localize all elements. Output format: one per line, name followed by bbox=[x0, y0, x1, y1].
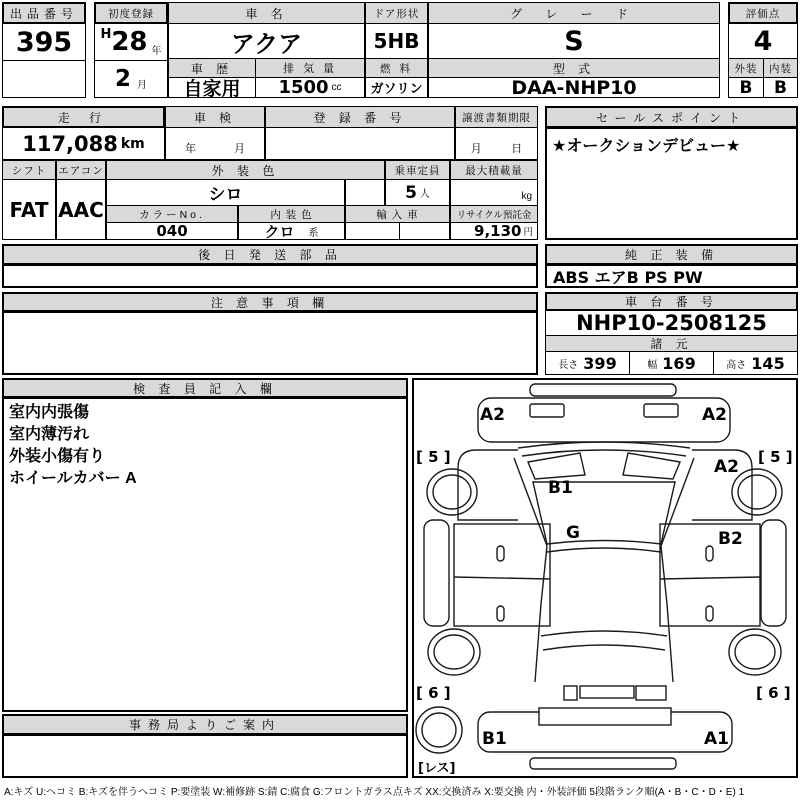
chassis-number-value: NHP10-2508125 bbox=[545, 310, 798, 336]
tire-label-5-right: [ 5 ] bbox=[758, 448, 793, 466]
office-notice-body bbox=[2, 734, 408, 778]
aircon-value: AAC bbox=[56, 179, 106, 240]
inspection-year-label: 年 bbox=[185, 143, 196, 155]
car-name-value: アクア bbox=[168, 23, 365, 59]
inspector-notes-body bbox=[2, 397, 408, 712]
genuine-equipment-cell bbox=[545, 264, 798, 288]
interior-color-header: 内 装 色 bbox=[238, 205, 345, 223]
spec-width-value: 169 bbox=[662, 353, 696, 373]
exterior-grade-header: 外装 bbox=[728, 58, 764, 78]
import-cell-b bbox=[399, 222, 450, 240]
capacity-cell bbox=[385, 179, 450, 206]
spec-height-cell bbox=[713, 351, 798, 375]
exterior-color-value: シロ bbox=[106, 179, 345, 206]
first-registration-year: 28 bbox=[111, 27, 148, 57]
rear-wheel-right bbox=[729, 629, 781, 675]
import-cell-a bbox=[345, 222, 400, 240]
color-number-value: 040 bbox=[106, 222, 238, 240]
recycle-deposit-cell bbox=[450, 222, 538, 240]
roof-front-arc bbox=[547, 548, 661, 552]
transfer-day-label: 日 bbox=[511, 143, 523, 155]
front-plate-bar bbox=[530, 384, 676, 396]
tail-light-right bbox=[636, 686, 666, 700]
sales-point-header: セールスポイント bbox=[545, 106, 798, 128]
front-wheel-right-inner bbox=[738, 475, 776, 509]
lot-number-header: 出品番号 bbox=[2, 2, 86, 24]
model-code-value: DAA-NHP10 bbox=[428, 77, 720, 98]
first-registration-year-cell bbox=[94, 23, 168, 61]
inspection-month-label: 月 bbox=[234, 143, 245, 155]
spare-label-less: [レス] bbox=[418, 761, 456, 776]
spec-length-label: 長さ bbox=[558, 359, 579, 371]
color-number-header: カラーNo. bbox=[106, 205, 238, 223]
chassis-number-header: 車 台 番 号 bbox=[545, 292, 798, 311]
damage-label-a1-rear-right: A1 bbox=[704, 729, 729, 749]
fuel-header: 燃 料 bbox=[365, 58, 428, 78]
transfer-month-label: 月 bbox=[470, 143, 482, 155]
shift-header: シフト bbox=[2, 160, 56, 180]
damage-label-g-roof: G bbox=[566, 523, 580, 543]
max-payload-cell bbox=[450, 179, 538, 206]
cowl-line-lower bbox=[522, 450, 686, 456]
spec-width-label: 幅 bbox=[647, 359, 658, 371]
inspection-cell bbox=[165, 127, 265, 160]
recycle-deposit-header: リサイクル預託金 bbox=[450, 205, 538, 223]
inspector-note-line: ホイールカバー A bbox=[9, 470, 137, 487]
registration-number-header: 登 録 番 号 bbox=[265, 106, 455, 128]
windshield-left bbox=[528, 453, 585, 479]
headlight-right bbox=[644, 404, 678, 417]
rear-plate-bar bbox=[530, 758, 676, 769]
rear-window-upper bbox=[541, 631, 667, 636]
lot-number-empty-cell bbox=[2, 60, 86, 98]
max-payload-unit: kg bbox=[521, 191, 532, 202]
a-pillar-left bbox=[514, 458, 547, 546]
front-wheel-left-inner bbox=[433, 475, 471, 509]
transfer-deadline-cell bbox=[455, 127, 538, 160]
max-payload-header: 最大積載量 bbox=[450, 160, 538, 180]
car-damage-diagram bbox=[412, 378, 798, 778]
front-bumper bbox=[478, 398, 730, 442]
capacity-value: 5 bbox=[405, 182, 417, 203]
tail-light-left bbox=[564, 686, 577, 700]
door-handle-right-rear bbox=[706, 606, 713, 621]
windshield-right bbox=[623, 453, 680, 479]
door-shape-header: ドア形状 bbox=[365, 2, 428, 24]
mileage-value: 117,088 bbox=[22, 131, 118, 156]
score-value: 4 bbox=[728, 23, 798, 59]
shift-value: FAT bbox=[2, 179, 56, 240]
headlight-left bbox=[530, 404, 564, 417]
rear-wheel-right-inner bbox=[735, 635, 775, 669]
spare-tire bbox=[416, 707, 462, 753]
door-handle-left-rear bbox=[497, 606, 504, 621]
fuel-value: ガソリン bbox=[365, 77, 428, 98]
side-strip-right bbox=[761, 520, 786, 626]
recycle-deposit-value: 9,130 bbox=[474, 222, 522, 240]
displacement-value: 1500 bbox=[278, 77, 329, 98]
capacity-header: 乗車定員 bbox=[385, 160, 450, 180]
car-name-header: 車 名 bbox=[168, 2, 365, 24]
score-header: 評価点 bbox=[728, 2, 798, 24]
interior-color-suffix: 系 bbox=[308, 227, 319, 239]
body-side-right bbox=[661, 546, 673, 682]
damage-label-b1-rear-left: B1 bbox=[482, 729, 507, 749]
interior-grade-header: 内装 bbox=[763, 58, 798, 78]
tire-label-5-left: [ 5 ] bbox=[416, 448, 451, 466]
displacement-cell bbox=[255, 77, 365, 98]
door-divider-left bbox=[454, 577, 550, 579]
car-history-value: 自家用 bbox=[168, 77, 256, 98]
side-strip-left bbox=[424, 520, 449, 626]
damage-label-a2-fender-right: A2 bbox=[714, 457, 739, 477]
capacity-unit: 人 bbox=[419, 189, 430, 200]
damage-label-a2-front-right: A2 bbox=[702, 405, 727, 425]
sales-point-body bbox=[545, 127, 798, 240]
grade-header: グ レ ー ド bbox=[428, 2, 720, 24]
aircon-header: エアコン bbox=[56, 160, 106, 180]
inspector-note-line: 室内薄汚れ bbox=[9, 426, 90, 443]
model-code-header: 型 式 bbox=[428, 58, 720, 78]
later-shipped-parts-header: 後 日 発 送 部 品 bbox=[2, 244, 538, 265]
rear-wheel-left bbox=[428, 629, 480, 675]
displacement-header: 排 気 量 bbox=[255, 58, 365, 78]
car-history-header: 車 歴 bbox=[168, 58, 256, 78]
year-unit: 年 bbox=[151, 46, 162, 57]
exterior-grade-value: B bbox=[728, 77, 764, 98]
first-registration-month-cell bbox=[94, 60, 168, 98]
import-header: 輸 入 車 bbox=[345, 205, 450, 223]
spec-height-label: 高さ bbox=[726, 359, 747, 371]
legend-text: A:キズ U:ヘコミ B:キズを伴うヘコミ P:要塗装 W:補修跡 S:錆 C:腐食 G:フロントガラス点キズ XX:交換済み X:要交換 内・外装評価 5段階ランク順(A・B・C・D・E) 1 bbox=[4, 787, 745, 798]
inspector-note-line: 室内内張傷 bbox=[9, 404, 90, 421]
specs-header: 諸 元 bbox=[545, 335, 798, 352]
damage-label-b2-door-right: B2 bbox=[718, 529, 743, 549]
interior-color-cell bbox=[238, 222, 345, 240]
era-letter: H bbox=[100, 27, 112, 42]
front-fender-left bbox=[458, 450, 518, 520]
office-notice-header: 事務局よりご案内 bbox=[2, 714, 408, 735]
mileage-header: 走 行 bbox=[2, 106, 165, 128]
mileage-unit: km bbox=[120, 135, 145, 152]
lot-number-value: 395 bbox=[2, 23, 86, 61]
mileage-cell bbox=[2, 127, 165, 160]
exterior-color-sub-cell bbox=[345, 179, 385, 206]
caution-notes-header: 注 意 事 項 欄 bbox=[2, 292, 538, 312]
door-handle-right-front bbox=[706, 546, 713, 561]
damage-label-a2-front-left: A2 bbox=[480, 405, 505, 425]
spec-width-cell bbox=[629, 351, 714, 375]
door-handle-left-front bbox=[497, 546, 504, 561]
displacement-unit: cc bbox=[331, 82, 342, 93]
car-outline-svg bbox=[414, 380, 796, 776]
transfer-deadline-header: 譲渡書類期限 bbox=[455, 106, 538, 128]
door-divider-right bbox=[660, 577, 760, 579]
first-registration-header: 初度登録 bbox=[94, 2, 168, 24]
sales-point-value: ★オークションデビュー★ bbox=[552, 136, 741, 155]
door-shape-value: 5HB bbox=[365, 23, 428, 59]
body-side-left bbox=[535, 546, 547, 682]
recycle-deposit-unit: 円 bbox=[523, 227, 533, 238]
damage-label-b1-hood: B1 bbox=[548, 478, 573, 498]
tire-label-6-right: [ 6 ] bbox=[756, 684, 791, 702]
inspection-header: 車 検 bbox=[165, 106, 265, 128]
inspector-note-line: 外装小傷有り bbox=[9, 448, 106, 465]
rear-window-lower bbox=[543, 645, 665, 650]
interior-color-value: クロ bbox=[264, 222, 295, 240]
first-registration-month: 2 bbox=[114, 66, 131, 92]
spare-tire-inner bbox=[422, 713, 456, 747]
genuine-equipment-header: 純 正 装 備 bbox=[545, 244, 798, 265]
interior-grade-value: B bbox=[763, 77, 798, 98]
exterior-color-header: 外 装 色 bbox=[106, 160, 385, 180]
registration-number-cell bbox=[265, 127, 455, 160]
rear-wheel-left-inner bbox=[434, 635, 474, 669]
door-panel-left bbox=[454, 524, 550, 626]
rear-plate bbox=[580, 686, 634, 698]
grade-value: S bbox=[428, 23, 720, 59]
front-wheel-left bbox=[427, 469, 477, 515]
later-shipped-parts-body bbox=[2, 264, 538, 288]
door-panel-right bbox=[660, 524, 760, 626]
a-pillar-right bbox=[661, 458, 694, 546]
genuine-equipment-value: ABS エアB PS PW bbox=[553, 267, 703, 287]
cowl-line-upper bbox=[518, 442, 690, 448]
caution-notes-body bbox=[2, 311, 538, 375]
tire-label-6-left: [ 6 ] bbox=[416, 684, 451, 702]
spec-height-value: 145 bbox=[751, 353, 785, 373]
month-unit: 月 bbox=[137, 80, 147, 91]
front-wheel-right bbox=[732, 469, 782, 515]
inspector-notes-header: 検 査 員 記 入 欄 bbox=[2, 378, 408, 398]
spec-length-cell bbox=[545, 351, 630, 375]
rear-garnish bbox=[539, 708, 671, 725]
spec-length-value: 399 bbox=[583, 353, 617, 373]
